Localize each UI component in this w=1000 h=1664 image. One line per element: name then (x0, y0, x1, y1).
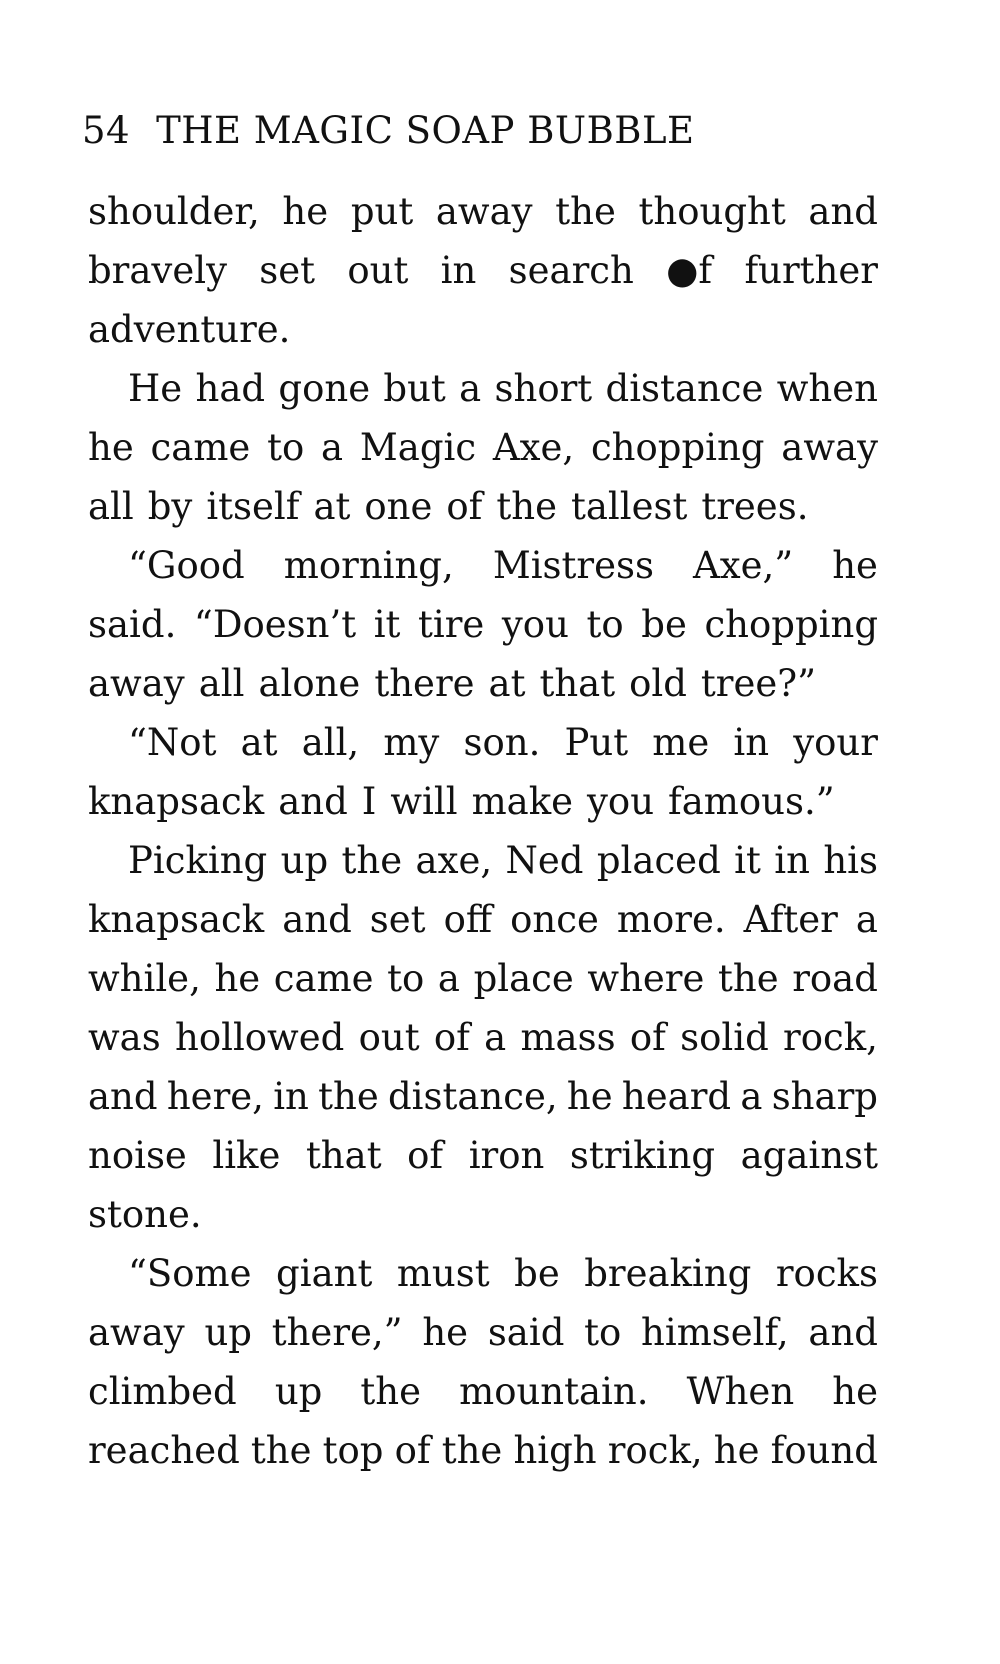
word: up (204, 1311, 252, 1354)
word: there,” (271, 1311, 403, 1354)
word: in (273, 1075, 309, 1118)
word: and (808, 190, 878, 233)
page-number: 54 (82, 109, 131, 152)
word: all (198, 662, 245, 705)
word: it (734, 839, 761, 882)
text-line (88, 713, 878, 772)
word: he (713, 1429, 760, 1472)
word: adventure. (88, 308, 291, 351)
word: short (494, 367, 593, 410)
word: ●f (666, 249, 713, 292)
word: a (459, 367, 482, 410)
word: He (128, 367, 183, 410)
word: high (513, 1429, 597, 1472)
word: alone (258, 662, 361, 705)
word: and (88, 1075, 158, 1118)
word: and (808, 1311, 878, 1354)
word: when (776, 367, 878, 410)
word: away (435, 190, 533, 233)
word: the (318, 1075, 379, 1118)
body-text (88, 182, 878, 1480)
word: the (555, 190, 616, 233)
word: son. (463, 721, 541, 764)
word: be (641, 603, 687, 646)
word: of (407, 1134, 444, 1177)
word: placed (596, 839, 721, 882)
word: was (88, 1016, 161, 1059)
text-line (88, 595, 878, 654)
word: and (278, 780, 348, 823)
word: me (652, 721, 710, 764)
word: itself (206, 485, 300, 528)
word: to (584, 1311, 622, 1354)
word: he (282, 190, 329, 233)
word: axe, (415, 839, 493, 882)
word: while, (88, 957, 201, 1000)
word: stone. (88, 1193, 202, 1236)
word: the (250, 1429, 312, 1472)
word: he (88, 426, 134, 469)
word: here, (166, 1075, 264, 1118)
word: the (718, 957, 779, 1000)
text-line (88, 1421, 878, 1480)
word: Mistress (492, 544, 654, 587)
word: gone (278, 367, 371, 410)
word: knapsack (88, 780, 265, 823)
word: in (733, 721, 770, 764)
text-line (88, 1303, 878, 1362)
word: thought (638, 190, 786, 233)
word: more. (616, 898, 726, 941)
word: a (740, 1075, 763, 1118)
word: rock, (783, 1016, 878, 1059)
word: When (686, 1370, 795, 1413)
running-title: THE MAGIC SOAP BUBBLE (156, 109, 695, 152)
word: my (383, 721, 440, 764)
word: “Not (128, 721, 217, 764)
running-head (82, 108, 882, 154)
word: away (781, 426, 878, 469)
word: place (473, 957, 574, 1000)
text-line (88, 772, 878, 831)
word: “Doesn’t (193, 603, 357, 646)
word: found (770, 1429, 878, 1472)
text-line (88, 831, 878, 890)
word: he (422, 1311, 469, 1354)
word: a (321, 426, 344, 469)
word: giant (276, 1252, 373, 1295)
word: will (390, 780, 458, 823)
word: like (212, 1134, 281, 1177)
word: you (501, 603, 569, 646)
word: be (514, 1252, 560, 1295)
word: morning, (283, 544, 454, 587)
text-line (88, 1126, 878, 1185)
word: himself, (641, 1311, 789, 1354)
word: further (744, 249, 878, 292)
word: tire (418, 603, 485, 646)
word: it (373, 603, 401, 646)
word: away (88, 662, 185, 705)
word: must (396, 1252, 490, 1295)
text-line (88, 418, 878, 477)
text-line (88, 949, 878, 1008)
word: mass (520, 1016, 616, 1059)
word: one (364, 485, 433, 528)
word: chopping (590, 426, 765, 469)
word: Picking (128, 839, 268, 882)
word: rocks (775, 1252, 878, 1295)
word: came (150, 426, 251, 469)
word: reached (88, 1429, 240, 1472)
word: a (484, 1016, 507, 1059)
word: mountain. (459, 1370, 649, 1413)
text-line (88, 1362, 878, 1421)
word: distance (605, 367, 764, 410)
word: in (774, 839, 810, 882)
word: he (832, 1370, 878, 1413)
word: to (387, 957, 425, 1000)
word: shoulder, (88, 190, 260, 233)
word: he (566, 1075, 613, 1118)
word: all, (301, 721, 360, 764)
word: the (441, 1429, 503, 1472)
word: old (629, 662, 687, 705)
word: that (305, 1134, 382, 1177)
word: to (586, 603, 624, 646)
word: at (240, 721, 278, 764)
word: against (740, 1134, 878, 1177)
text-line (88, 477, 878, 536)
text-line (88, 1008, 878, 1067)
word: and (282, 898, 352, 941)
word: knapsack (88, 898, 265, 941)
text-line (88, 359, 878, 418)
text-line (88, 1185, 878, 1244)
word: Ned (505, 839, 584, 882)
word: once (510, 898, 599, 941)
text-line (88, 241, 878, 300)
text-line (88, 300, 878, 359)
word: to (267, 426, 305, 469)
word: I (361, 780, 377, 823)
text-line (88, 1244, 878, 1303)
word: he (832, 544, 878, 587)
text-line (88, 182, 878, 241)
word: the (496, 485, 557, 528)
text-line (88, 1067, 878, 1126)
word: bravely (88, 249, 227, 292)
word: at (313, 485, 351, 528)
word: the (360, 1370, 422, 1413)
word: hollowed (175, 1016, 345, 1059)
word: Magic (359, 426, 477, 469)
word: sharp (771, 1075, 878, 1118)
word: search (508, 249, 634, 292)
word: tallest (571, 485, 688, 528)
word: top (322, 1429, 384, 1472)
word: in (440, 249, 477, 292)
word: Axe, (492, 426, 575, 469)
word: solid (680, 1016, 769, 1059)
word: rock, (607, 1429, 703, 1472)
word: of (629, 1016, 666, 1059)
word: the (341, 839, 403, 882)
word: there (374, 662, 475, 705)
word: tree?” (700, 662, 817, 705)
word: iron (468, 1134, 545, 1177)
word: said (487, 1311, 565, 1354)
word: of (446, 485, 483, 528)
word: chopping (704, 603, 878, 646)
word: noise (88, 1134, 187, 1177)
word: said. (88, 603, 177, 646)
word: distance, (388, 1075, 558, 1118)
word: off (443, 898, 493, 941)
word: up (274, 1370, 323, 1413)
word: all (88, 485, 134, 528)
word: put (350, 190, 414, 233)
word: by (147, 485, 193, 528)
word: that (539, 662, 616, 705)
word: had (195, 367, 266, 410)
word: trees. (701, 485, 809, 528)
word: he (214, 957, 261, 1000)
word: set (259, 249, 316, 292)
text-line (88, 890, 878, 949)
word: striking (569, 1134, 716, 1177)
word: “Some (128, 1252, 252, 1295)
word: your (793, 721, 878, 764)
word: his (823, 839, 878, 882)
text-line (88, 654, 878, 713)
word: a (437, 957, 460, 1000)
word: came (273, 957, 374, 1000)
text-line (88, 536, 878, 595)
word: heard (621, 1075, 732, 1118)
word: of (433, 1016, 470, 1059)
word: climbed (88, 1370, 237, 1413)
word: Axe,” (693, 544, 794, 587)
word: of (394, 1429, 431, 1472)
word: famous.” (668, 780, 835, 823)
word: up (280, 839, 329, 882)
word: away (88, 1311, 185, 1354)
word: After (743, 898, 838, 941)
word: make (471, 780, 574, 823)
word: a (855, 898, 878, 941)
word: Put (564, 721, 629, 764)
word: you (587, 780, 655, 823)
word: “Good (128, 544, 245, 587)
word: out (347, 249, 409, 292)
word: at (488, 662, 526, 705)
word: out (358, 1016, 420, 1059)
word: where (587, 957, 705, 1000)
word: breaking (584, 1252, 752, 1295)
word: but (383, 367, 446, 410)
word: road (792, 957, 878, 1000)
word: set (369, 898, 426, 941)
